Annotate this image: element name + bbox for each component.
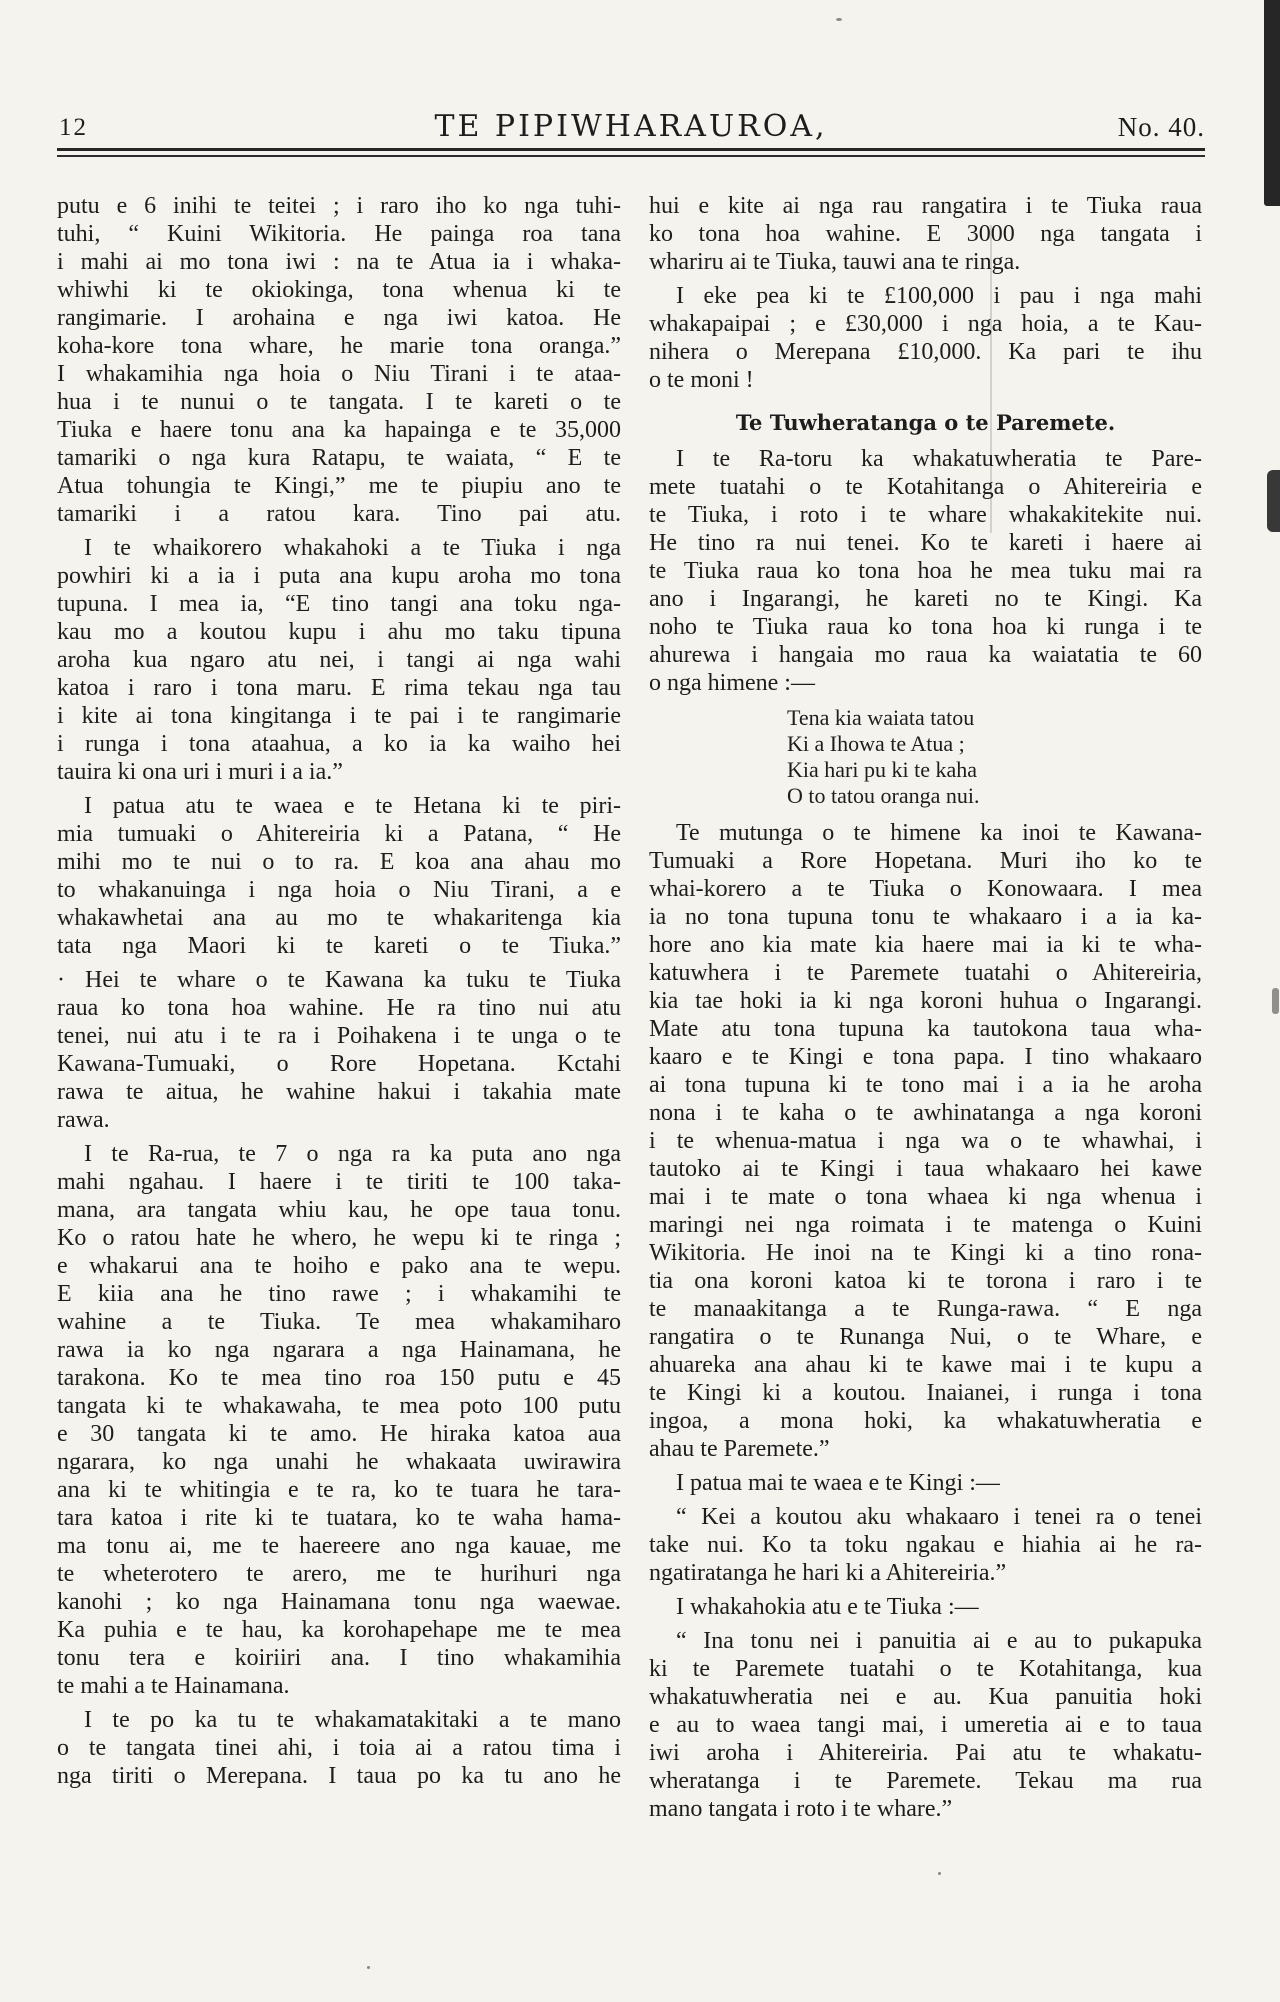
text-line: te mahi a te Hainamana.	[57, 1673, 290, 1699]
text-line: Ki a Ihowa te Atua ;	[787, 731, 965, 756]
text-line: e whakarui ana te hoiho e pako ana te wepu.	[57, 1253, 621, 1279]
text-line: mihi mo te nui o to ra. E koa ana ahau mo	[57, 849, 621, 875]
paragraph	[57, 192, 621, 528]
text-line: ana ki te whitingia e te ra, ko te tuara he tara-	[57, 1477, 621, 1503]
paragraph	[57, 534, 621, 786]
text-line: ko tona hoa wahine. E 3000 nga tangata i	[649, 221, 1202, 247]
text-line: Tumuaki a Rore Hopetana. Muri iho ko te	[649, 848, 1202, 874]
text-line: He tino ra nui tenei. Ko te kareti i haere ai	[649, 530, 1202, 556]
paragraph	[649, 192, 1202, 276]
text-line: tonu tera e koiriiri ana. I tino whakamihia	[57, 1645, 621, 1671]
page-header	[57, 100, 1205, 144]
scan-edge-artifact	[1267, 470, 1280, 532]
text-line: katuwhera i te Paremete tuatahi o Ahitereiria,	[649, 960, 1202, 986]
text-line: i runga i tona ataahua, a ko ia ka waiho hei	[57, 731, 621, 757]
divider-rule-thick	[57, 148, 1205, 151]
paragraph	[649, 1503, 1202, 1587]
scan-speck	[836, 18, 842, 21]
text-line: hua i te nunui o te tangata. I te kareti o te	[57, 389, 621, 415]
text-line: hore ano kia mate kia haere mai ia ki te wha-	[649, 932, 1202, 958]
newspaper-title: TE PIPIWHARAUROA,	[434, 109, 828, 144]
text-line: Ka puhia e te hau, ka korohapehape me te mea	[57, 1617, 621, 1643]
text-line: Ko o ratou hate he whero, he wepu ki te ringa ;	[57, 1225, 621, 1251]
text-line: te Tiuka, i roto i te whare whakakitekite nui.	[649, 502, 1202, 528]
text-line: tia ona koroni katoa ki te torona i raro i te	[649, 1268, 1202, 1294]
right-column	[649, 192, 1202, 1829]
text-line: te manaakitanga a te Runga-rawa. “ E nga	[649, 1296, 1202, 1322]
text-line: Tena kia waiata tatou	[787, 705, 975, 730]
text-line: I te po ka tu te whakamatakitaki a te mano	[84, 1707, 621, 1733]
text-line: mia tumuaki o Ahitereiria ki a Patana, “ He	[57, 821, 621, 847]
text-line: katoa i raro i tona maru. E rima tekau nga tau	[57, 675, 621, 701]
left-column	[57, 192, 621, 1796]
text-line: “ Ina tonu nei i panuitia ai e au to pukapuka	[676, 1628, 1202, 1654]
text-line: rawa ia ko nga ngarara a nga Hainamana, he	[57, 1337, 621, 1363]
text-line: I whakamihia nga hoia o Niu Tirani i te ataa-	[57, 361, 621, 387]
text-line: mahi ngahau. I haere i te tiriti te 100 taka-	[57, 1169, 621, 1195]
text-line: whiwhi ki te okiokinga, tona whenua ki te	[57, 277, 621, 303]
text-line: koha-kore tona whare, he marie tona oranga.”	[57, 333, 621, 359]
text-line: ngatiratanga he hari ki a Ahitereiria.”	[649, 1560, 1007, 1586]
text-line: rawa.	[57, 1107, 110, 1133]
text-line: kau mo a koutou kupu i ahu mo taku tipuna	[57, 619, 621, 645]
paragraph	[649, 1627, 1202, 1823]
scan-speck	[938, 1872, 941, 1875]
text-line: I te Ra-rua, te 7 o nga ra ka puta ano nga	[84, 1141, 621, 1167]
section-heading	[649, 410, 1202, 436]
text-line: tara katoa i rite ki te tuatara, ko te waha hama-	[57, 1505, 621, 1531]
text-line: Tiuka e haere tonu ana ka hapainga e te 35,000	[57, 417, 621, 443]
text-line: kaaro e te Kingi e tona papa. I tino whakaaro	[649, 1044, 1202, 1070]
text-line: · Hei te whare o te Kawana ka tuku te Tiuka	[57, 967, 621, 993]
text-line: ahurewa i hangaia mo raua ka waiatatia te 60	[649, 642, 1202, 668]
text-line: whakatuwheratia nei e au. Kua panuitia hoki	[649, 1684, 1202, 1710]
text-line: Te mutunga o te himene ka inoi te Kawana-	[676, 820, 1202, 846]
text-line: tangata ki te whakawaha, te mea poto 100 putu	[57, 1393, 621, 1419]
paragraph	[57, 966, 621, 1134]
page-number: 12	[59, 114, 88, 141]
text-line: take nui. Ko ta toku ngakau e hiahia ai he ra-	[649, 1532, 1202, 1558]
text-line: o te moni !	[649, 367, 754, 393]
paragraph	[57, 792, 621, 960]
paragraph	[57, 1706, 621, 1790]
text-line: whakawhetai ana au mo te whakaritenga kia	[57, 905, 621, 931]
text-line: o te tangata tinei ahi, i toia ai a ratou tima i	[57, 1735, 621, 1761]
text-line: i kite ai tona kingitanga i te pai i te rangimarie	[57, 703, 621, 729]
text-line: Mate atu tona tupuna ka tautokona taua wha-	[649, 1016, 1202, 1042]
text-line: I patua mai te waea e te Kingi :—	[676, 1470, 1000, 1496]
text-line: te Tiuka raua ko tona hoa he mea tuku mai ra	[649, 558, 1202, 584]
issue-number: No. 40.	[1117, 112, 1205, 142]
text-line: powhiri ki a ia i puta ana kupu aroha mo tona	[57, 563, 621, 589]
text-line: ki te Paremete tuatahi o te Kotahitanga, kua	[649, 1656, 1202, 1682]
text-line: tauira ki ona uri i muri i a ia.”	[57, 759, 343, 785]
hymn-verse	[649, 705, 1202, 809]
text-line: ai tona tupuna ki te tono mai i a ia he aroha	[649, 1072, 1202, 1098]
text-line: e au to waea tangi mai, i umeretia ai e to taua	[649, 1712, 1202, 1738]
text-line: I te whaikorero whakahoki a te Tiuka i nga	[84, 535, 621, 561]
text-line: ahuareka ana ahau ki te kawe mai i te kupu a	[649, 1352, 1202, 1378]
text-line: tamariki i a ratou kara. Tino pai atu.	[57, 501, 621, 527]
text-line: whariru ai te Tiuka, tauwi ana te ringa.	[649, 249, 1021, 275]
scan-edge-artifact	[1264, 0, 1280, 206]
text-line: Atua tohungia te Kingi,” me te piupiu ano te	[57, 473, 621, 499]
text-line: I whakahokia atu e te Tiuka :—	[676, 1594, 979, 1620]
text-line: I eke pea ki te £100,000 i pau i nga mahi	[676, 283, 1202, 309]
text-line: iwi aroha i Ahitereiria. Pai atu te whakatu-	[649, 1740, 1202, 1766]
text-line: wahine a te Tiuka. Te mea whakamiharo	[57, 1309, 621, 1335]
text-line: tautoko ai te Kingi i taua whakaaro hei kawe	[649, 1156, 1202, 1182]
text-line: kanohi ; ko nga Hainamana tonu nga waewae.	[57, 1589, 621, 1615]
text-line: whai-korero a te Tiuka o Konowaara. I mea	[649, 876, 1202, 902]
text-line: putu e 6 inihi te teitei ; i raro iho ko nga tuhi-	[57, 193, 621, 219]
text-line: maringi nei nga roimata i te matenga o Kuini	[649, 1212, 1202, 1238]
text-line: E kiia ana he tino rawe ; i whakamihi te	[57, 1281, 621, 1307]
text-line: to whakanuinga i nga hoia o Niu Tirani, a e	[57, 877, 621, 903]
scan-speck	[367, 1966, 370, 1969]
text-line: hui e kite ai nga rau rangatira i te Tiuka raua	[649, 193, 1202, 219]
text-line: ma tonu ai, me te haereere ano nga kauae, me	[57, 1533, 621, 1559]
text-line: o nga himene :—	[649, 670, 815, 696]
text-line: Kawana-Tumuaki, o Rore Hopetana. Kctahi	[57, 1051, 621, 1077]
text-line: i mahi ai mo tona iwi : na te Atua ia i whaka-	[57, 249, 621, 275]
text-line: rangimarie. I arohaina e nga iwi katoa. He	[57, 305, 621, 331]
paragraph	[649, 819, 1202, 1463]
text-line: te wheterotero te arero, me te hurihuri nga	[57, 1561, 621, 1587]
text-line: rangatira o te Runanga Nui, o te Whare, e	[649, 1324, 1202, 1350]
text-line: I te Ra-toru ka whakatuwheratia te Pare-	[676, 446, 1202, 472]
text-line: noho te Tiuka raua ko tona hoa ki runga i te	[649, 614, 1202, 640]
text-line: mano tangata i roto i te whare.”	[649, 1796, 953, 1822]
text-line: tamariki o nga kura Ratapu, te waiata, “ E te	[57, 445, 621, 471]
text-line: ano i Ingarangi, he kareti no te Kingi. Ka	[649, 586, 1202, 612]
paragraph	[57, 1140, 621, 1700]
text-line: kia tae hoki ia ki nga koroni huhua o Ingarangi.	[649, 988, 1202, 1014]
text-line: tarakona. Ko te mea tino roa 150 putu e 45	[57, 1365, 621, 1391]
paragraph	[649, 1469, 1202, 1497]
text-line: tata nga Maori ki te kareti o te Tiuka.”	[57, 933, 621, 959]
text-line: Kia hari pu ki te kaha	[787, 757, 977, 782]
text-line: raua ko tona hoa wahine. He ra tino nui atu	[57, 995, 621, 1021]
paragraph	[649, 445, 1202, 697]
paragraph	[649, 1593, 1202, 1621]
text-line: nihera o Merepana £10,000. Ka pari te ihu	[649, 339, 1202, 365]
text-line: tuhi, “ Kuini Wikitoria. He painga roa tana	[57, 221, 621, 247]
text-line: i te whenua-matua i nga wa o te whawhai, i	[649, 1128, 1202, 1154]
text-line: mana, ara tangata whiu kau, he ope taua tonu.	[57, 1197, 621, 1223]
text-line: mete tuatahi o te Kotahitanga o Ahitereiria e	[649, 474, 1202, 500]
text-line: ahau te Paremete.”	[649, 1436, 830, 1462]
divider-rule-thin	[57, 155, 1205, 157]
text-line: e 30 tangata ki te amo. He hiraka katoa aua	[57, 1421, 621, 1447]
scan-edge-artifact	[1272, 988, 1279, 1014]
header-divider-rule	[57, 148, 1205, 157]
text-line: tupuna. I mea ia, “E tino tangi ana toku nga-	[57, 591, 621, 617]
text-line: ingoa, a mona hoki, ka whakatuwheratia e	[649, 1408, 1202, 1434]
text-line: nga tiriti o Merepana. I taua po ka tu ano he	[57, 1763, 621, 1789]
text-line: ia no tona tupuna tonu te whakaaro i a ia ka-	[649, 904, 1202, 930]
text-line: Te Tuwheratanga o te Paremete.	[735, 410, 1116, 435]
text-line: whakapaipai ; e £30,000 i nga hoia, a te Kau-	[649, 311, 1202, 337]
paragraph	[649, 282, 1202, 394]
text-line: mai i te mate o tona whaea ki nga whenua i	[649, 1184, 1202, 1210]
text-line: rawa te aitua, he wahine hakui i takahia mate	[57, 1079, 621, 1105]
text-line: ngarara, ko nga unahi he whakaata uwirawira	[57, 1449, 621, 1475]
text-line: te Kingi ki a koutou. Inaianei, i runga i tona	[649, 1380, 1202, 1406]
text-line: nona i te kaha o te awhinatanga a nga koroni	[649, 1100, 1202, 1126]
text-line: O to tatou oranga nui.	[787, 783, 980, 808]
text-line: I patua atu te waea e te Hetana ki te piri-	[84, 793, 621, 819]
text-line: “ Kei a koutou aku whakaaro i tenei ra o tenei	[676, 1504, 1202, 1530]
scan-scratch-artifact	[990, 225, 992, 533]
text-line: aroha kua ngaro atu nei, i tangi ai nga wahi	[57, 647, 621, 673]
text-line: wheratanga i te Paremete. Tekau ma rua	[649, 1768, 1202, 1794]
text-line: Wikitoria. He inoi na te Kingi ki a tino rona-	[649, 1240, 1202, 1266]
text-line: tenei, nui atu i te ra i Poihakena i te unga o te	[57, 1023, 621, 1049]
